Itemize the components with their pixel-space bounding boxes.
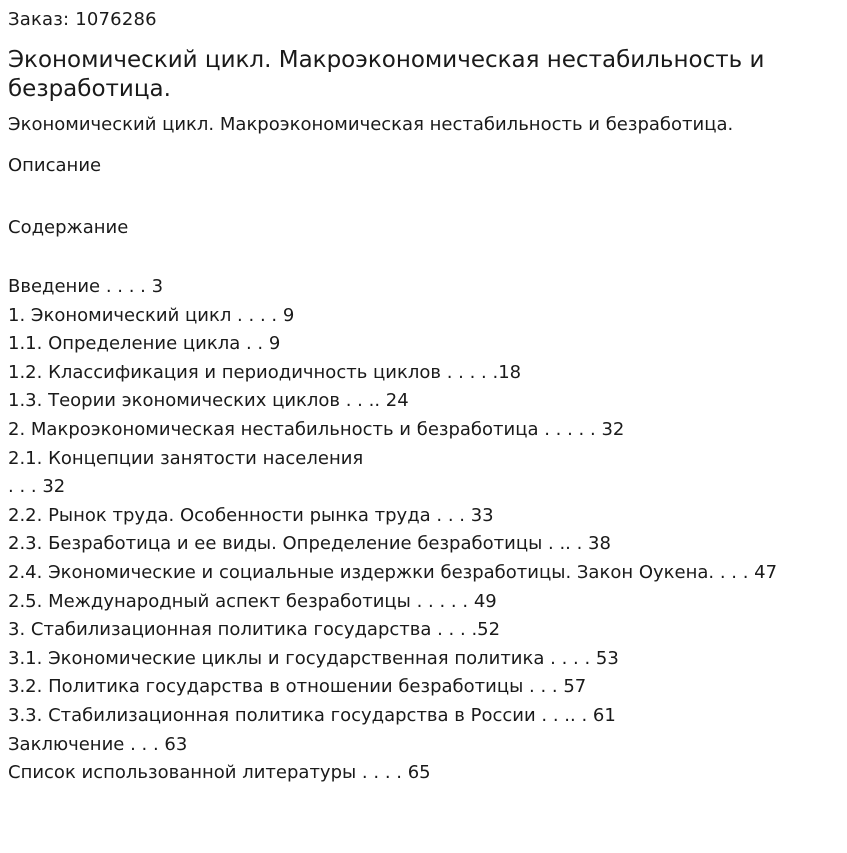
order-number: Заказ: 1076286 [8,9,157,30]
toc-item: 1.2. Классификация и периодичность циклов . . . . .18 [8,361,522,383]
toc-item: Список использованной литературы . . . . 65 [8,762,431,784]
toc-item: 2.1. Концепции занятости населения [8,447,364,469]
contents-heading: Содержание [8,217,129,238]
toc-item: Заключение . . . 63 [8,733,188,755]
description-heading: Описание [8,155,102,176]
toc-item: 2.2. Рынок труда. Особенности рынка труда . . . 33 [8,504,494,526]
toc-item: . . . 32 [8,476,66,498]
page-title: Экономический цикл. Макроэкономическая нестабильность и безработица. [8,47,765,102]
toc-item: Введение . . . . 3 [8,276,164,297]
toc-item: 3.3. Стабилизационная политика государства в России . . .. . 61 [8,704,616,726]
toc-item: 2. Макроэкономическая нестабильность и безработица . . . . . 32 [8,418,625,440]
toc-item: 1.3. Теории экономических циклов . . .. 24 [8,390,409,412]
page-subtitle: Экономический цикл. Макроэкономическая нестабильность и безработица. [8,114,734,135]
table-of-contents [8,273,839,788]
toc-item: 1.1. Определение цикла . . 9 [8,333,281,355]
toc-item: 1. Экономический цикл . . . . 9 [8,304,295,326]
toc-item: 2.5. Международный аспект безработицы . . . . . 49 [8,590,497,612]
toc-item: 3.1. Экономические циклы и государственная политика . . . . 53 [8,647,619,669]
toc-item: 3. Стабилизационная политика государства . . . .52 [8,619,501,641]
toc-item: 2.3. Безработица и ее виды. Определение безработицы . .. . 38 [8,533,611,555]
toc-item: 3.2. Политика государства в отношении безработицы . . . 57 [8,676,587,698]
toc-item: 2.4. Экономические и социальные издержки безработицы. Закон Оукена. . . . 47 [8,561,778,583]
